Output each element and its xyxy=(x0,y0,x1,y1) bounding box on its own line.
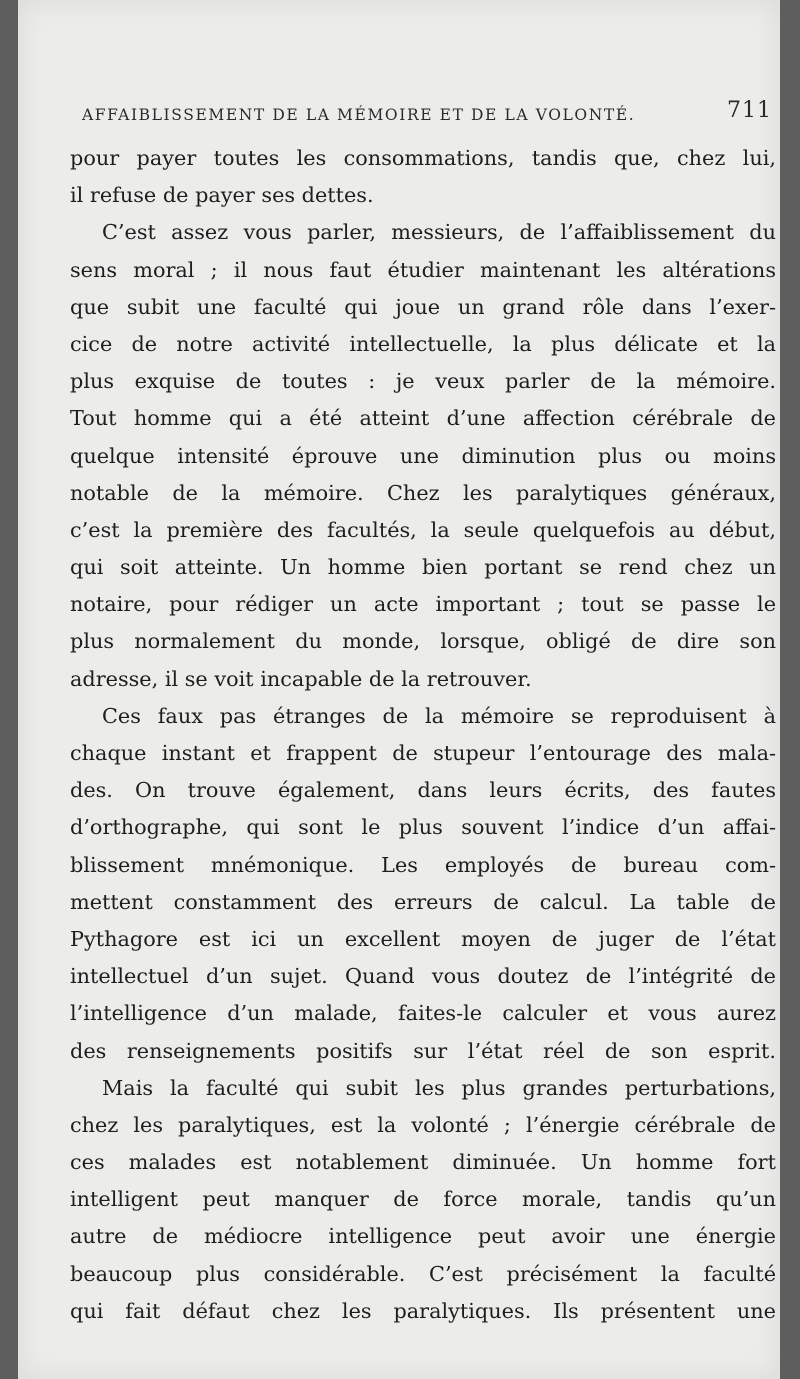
text-line: qui soit atteinte. Un homme bien portant se rend chez un xyxy=(70,555,776,580)
text-line: autre de médiocre intelligence peut avoir une énergie xyxy=(70,1224,776,1249)
text-line: Tout homme qui a été atteint d’une affection cérébrale de xyxy=(70,406,776,431)
text-line: notaire, pour rédiger un acte important ; tout se passe le xyxy=(70,592,776,617)
text-line: il refuse de payer ses dettes. xyxy=(70,183,374,208)
text-line: que subit une faculté qui joue un grand rôle dans l’exer- xyxy=(70,294,776,319)
text-line: Pythagore est ici un excellent moyen de juger de l’état xyxy=(70,926,776,951)
text-line: Ces faux pas étranges de la mémoire se reproduisent à xyxy=(102,703,776,728)
text-line: des. On trouve également, dans leurs écrits, des fautes xyxy=(70,778,776,803)
text-line: Mais la faculté qui subit les plus grandes perturbations, xyxy=(102,1075,776,1100)
text-line: cice de notre activité intellectuelle, la plus délicate et la xyxy=(70,331,776,356)
text-line: d’orthographe, qui sont le plus souvent l’indice d’un affai- xyxy=(70,815,776,840)
text-line: intelligent peut manquer de force morale, tandis qu’un xyxy=(70,1187,776,1212)
text-line: c’est la première des facultés, la seule quelquefois au début, xyxy=(70,517,776,542)
text-line: qui fait défaut chez les paralytiques. Ils présentent une xyxy=(70,1298,776,1323)
text-line: intellectuel d’un sujet. Quand vous doutez de l’intégrité de xyxy=(70,964,776,989)
running-title: AFFAIBLISSEMENT DE LA MÉMOIRE ET DE LA VOLONTÉ. xyxy=(82,106,636,124)
text-line: sens moral ; il nous faut étudier maintenant les altérations xyxy=(70,257,776,282)
text-line: l’intelligence d’un malade, faites-le calculer et vous aurez xyxy=(70,1001,776,1026)
page-number: 711 xyxy=(727,98,772,123)
body-text xyxy=(70,140,776,1330)
text-line: plus exquise de toutes : je veux parler de la mémoire. xyxy=(70,369,776,394)
text-line: adresse, il se voit incapable de la retrouver. xyxy=(70,666,532,691)
text-line: beaucoup plus considérable. C’est précisément la faculté xyxy=(70,1261,776,1286)
text-line: pour payer toutes les consommations, tandis que, chez lui, xyxy=(70,146,776,170)
text-line: chez les paralytiques, est la volonté ; l’énergie cérébrale de xyxy=(70,1112,776,1137)
text-line: mettent constamment des erreurs de calcul. La table de xyxy=(70,889,776,914)
text-line: C’est assez vous parler, messieurs, de l’affaiblissement du xyxy=(102,220,776,245)
text-line: plus normalement du monde, lorsque, obligé de dire son xyxy=(70,629,776,654)
running-head xyxy=(82,98,772,130)
text-line: notable de la mémoire. Chez les paralytiques généraux, xyxy=(70,480,776,505)
text-line: ces malades est notablement diminuée. Un homme fort xyxy=(70,1150,776,1175)
text-line: quelque intensité éprouve une diminution plus ou moins xyxy=(70,443,776,468)
text-line: blissement mnémonique. Les employés de bureau com- xyxy=(70,852,776,877)
text-line: chaque instant et frappent de stupeur l’entourage des mala- xyxy=(70,741,776,765)
book-page xyxy=(18,0,780,1379)
text-line: des renseignements positifs sur l’état réel de son esprit. xyxy=(70,1038,776,1063)
